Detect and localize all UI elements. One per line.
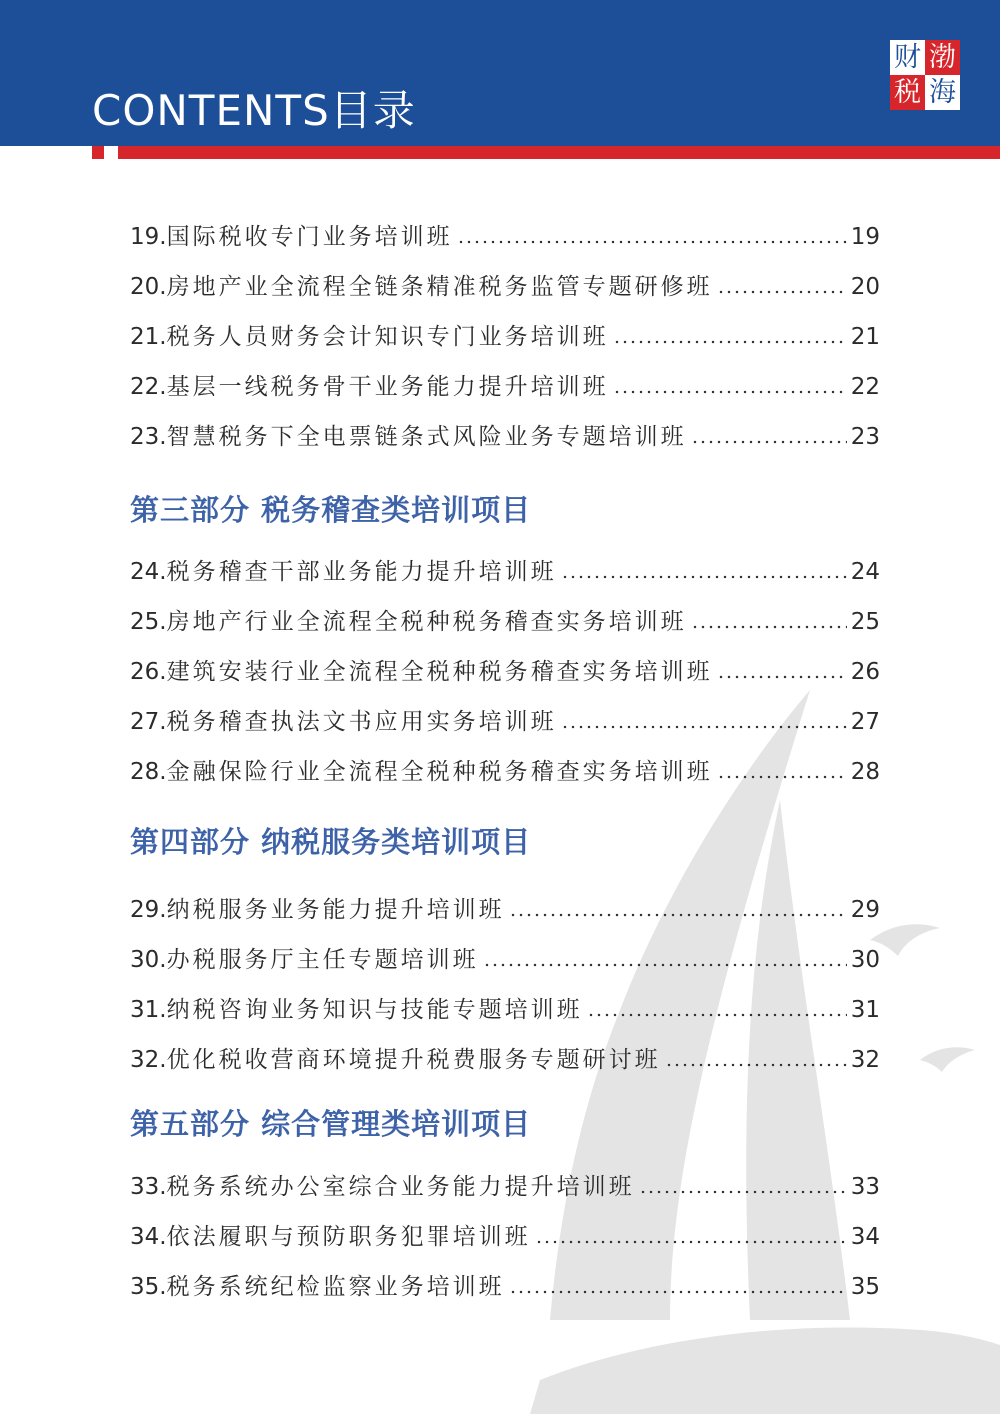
dot-leader [717,775,847,779]
toc-entry[interactable] [130,1043,880,1077]
dot-leader [535,1240,847,1244]
entry-number: 19. [130,224,167,250]
entry-title: 金融保险行业全流程全税种税务稽查实务培训班 [166,759,713,785]
toc-entry[interactable] [130,320,880,354]
toc-entry[interactable] [130,993,880,1027]
dot-leader [457,240,847,244]
page-title: CONTENTS目录 [92,86,416,135]
entry-title: 优化税收营商环境提升税费服务专题研讨班 [166,1047,661,1073]
entry-page-number: 20 [850,274,880,300]
logo-char-top-right: 渤 [925,40,960,75]
entry-number: 28. [130,759,167,785]
entry-page-number: 28 [850,759,880,785]
logo-char-bottom-left: 税 [890,75,925,110]
entry-page-number: 21 [850,324,880,350]
dot-leader [665,1063,847,1067]
entry-number: 20. [130,274,167,300]
entry-number: 26. [130,659,167,685]
toc-entry[interactable] [130,605,880,639]
entry-number: 21. [130,324,167,350]
entry-page-number: 25 [850,609,880,635]
dot-leader [691,440,847,444]
entry-title: 房地产业全流程全链条精准税务监管专题研修班 [166,274,713,300]
entry-number: 24. [130,559,167,585]
entry-title: 依法履职与预防职务犯罪培训班 [166,1224,531,1250]
dot-leader [717,290,847,294]
toc-entry[interactable] [130,755,880,789]
entry-page-number: 30 [850,947,880,973]
entry-page-number: 23 [850,424,880,450]
dot-leader [639,1190,847,1194]
entry-title: 房地产行业全流程全税种税务稽查实务培训班 [166,609,687,635]
entry-title: 纳税服务业务能力提升培训班 [166,897,505,923]
entry-page-number: 24 [850,559,880,585]
entry-page-number: 19 [850,224,880,250]
dot-leader [509,913,847,917]
entry-page-number: 27 [850,709,880,735]
toc-entry[interactable] [130,1220,880,1254]
toc-entry[interactable] [130,705,880,739]
dot-leader [483,963,847,967]
entry-page-number: 26 [850,659,880,685]
toc-entry[interactable] [130,220,880,254]
dot-leader [613,340,847,344]
dot-leader [717,675,847,679]
toc-entry[interactable] [130,943,880,977]
entry-title: 税务稽查执法文书应用实务培训班 [166,709,557,735]
entry-number: 33. [130,1174,167,1200]
entry-number: 25. [130,609,167,635]
section-heading: 第四部分 纳税服务类培训项目 [130,825,532,859]
toc-entry[interactable] [130,270,880,304]
entry-title: 建筑安装行业全流程全税种税务稽查实务培训班 [166,659,713,685]
entry-number: 27. [130,709,167,735]
entry-number: 31. [130,997,167,1023]
entry-page-number: 32 [850,1047,880,1073]
entry-number: 22. [130,374,167,400]
entry-title: 国际税收专门业务培训班 [166,224,453,250]
toc-entry[interactable] [130,420,880,454]
logo-char-top-left: 财 [890,40,925,75]
entry-page-number: 31 [850,997,880,1023]
entry-number: 34. [130,1224,167,1250]
entry-title: 基层一线税务骨干业务能力提升培训班 [166,374,609,400]
entry-page-number: 34 [850,1224,880,1250]
toc-entry[interactable] [130,1270,880,1304]
toc-entry[interactable] [130,655,880,689]
dot-leader [587,1013,847,1017]
dot-leader [561,575,847,579]
entry-title: 税务系统纪检监察业务培训班 [166,1274,505,1300]
section-heading: 第三部分 税务稽查类培训项目 [130,493,532,527]
dot-leader [691,625,847,629]
entry-page-number: 22 [850,374,880,400]
entry-number: 23. [130,424,167,450]
dot-leader [613,390,847,394]
entry-title: 智慧税务下全电票链条式风险业务专题培训班 [166,424,687,450]
entry-title: 办税服务厅主任专题培训班 [166,947,479,973]
dot-leader [561,725,847,729]
section-heading: 第五部分 综合管理类培训项目 [130,1107,532,1141]
entry-number: 30. [130,947,167,973]
entry-number: 35. [130,1274,167,1300]
logo-char-bottom-right: 海 [925,75,960,110]
toc-entry[interactable] [130,370,880,404]
toc-entry[interactable] [130,893,880,927]
entry-number: 29. [130,897,167,923]
entry-number: 32. [130,1047,167,1073]
entry-title: 税务人员财务会计知识专门业务培训班 [166,324,609,350]
entry-title: 税务稽查干部业务能力提升培训班 [166,559,557,585]
entry-page-number: 35 [850,1274,880,1300]
toc-entry[interactable] [130,555,880,589]
entry-page-number: 33 [850,1174,880,1200]
entry-title: 税务系统办公室综合业务能力提升培训班 [166,1174,635,1200]
dot-leader [509,1290,847,1294]
entry-title: 纳税咨询业务知识与技能专题培训班 [166,997,583,1023]
toc-entry[interactable] [130,1170,880,1204]
entry-page-number: 29 [850,897,880,923]
